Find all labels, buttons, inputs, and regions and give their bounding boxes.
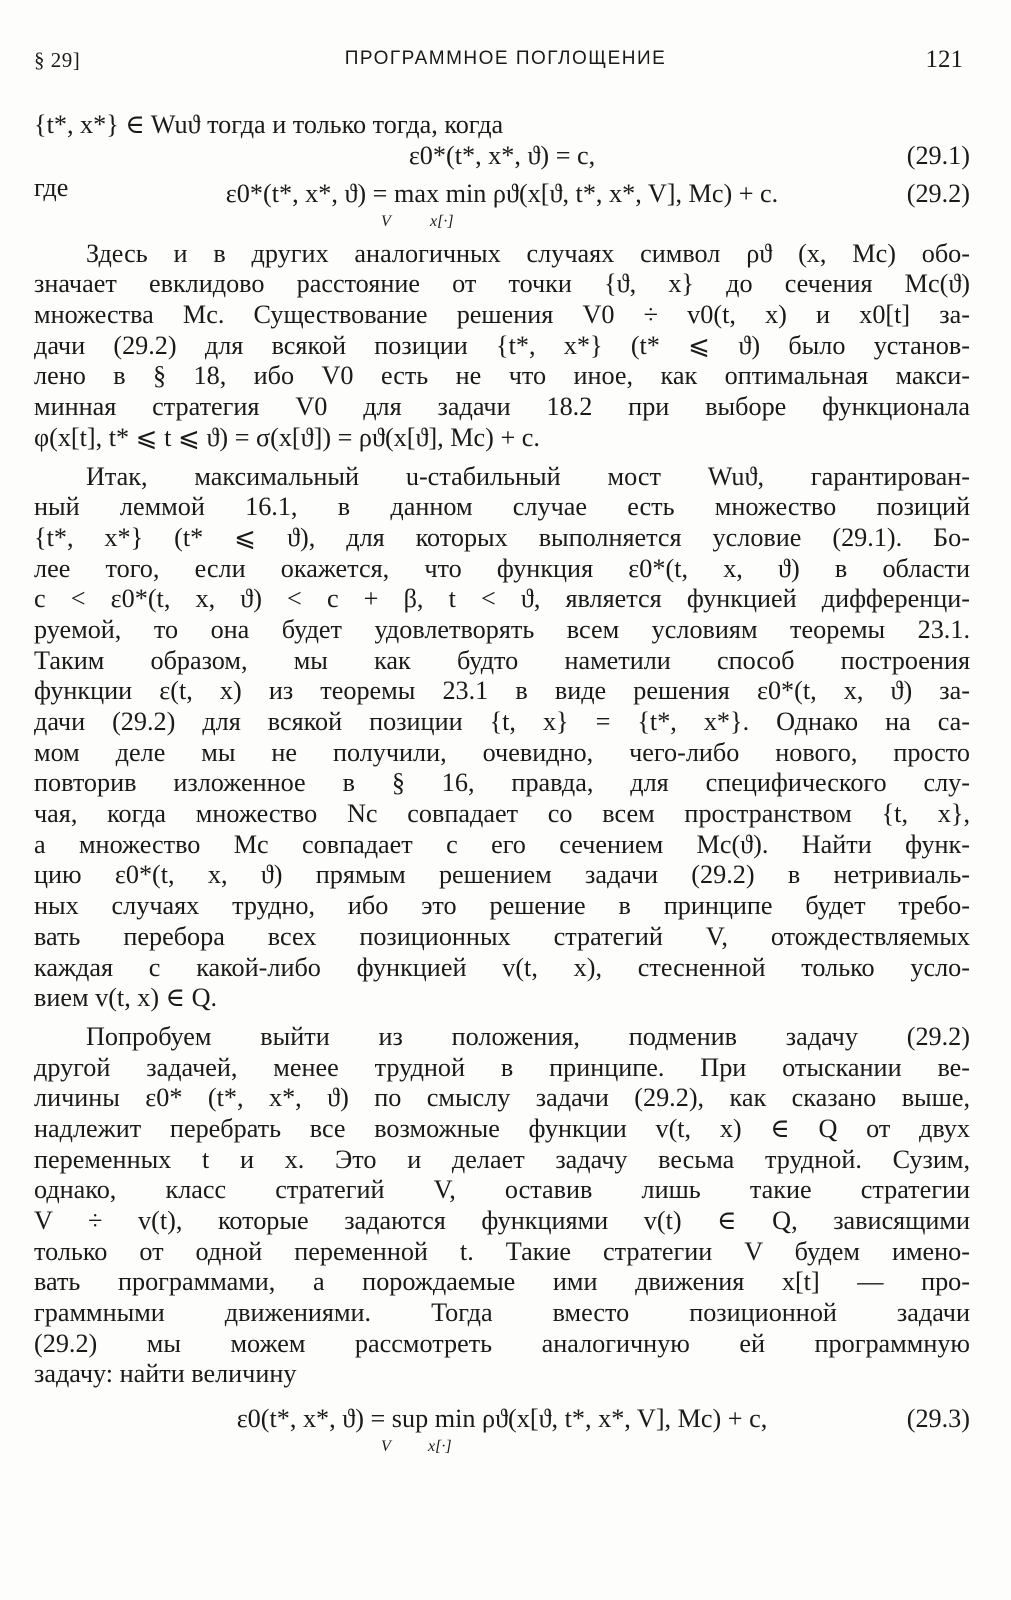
text-line: {t*, x*} ∈ Wuϑ тогда и только тогда, когда — [34, 110, 504, 139]
limit-min: x[·] — [430, 212, 454, 230]
text-line: ный леммой 16.1, в данном случае есть множество позиций — [34, 492, 970, 522]
text-line: дачи (29.2) для всякой позиции {t, x} = {t*, x*}. Однако на са- — [34, 707, 970, 736]
paragraph-3 — [34, 1022, 970, 1390]
text-line: другой задачей, менее трудной в принципе. При отыскании ве- — [34, 1052, 970, 1082]
equation-29-1 — [34, 141, 970, 179]
text-line: переменных t и x. Это и делает задачу весьма трудной. Сузим, — [34, 1144, 970, 1174]
limit-min: x[·] — [428, 1438, 452, 1456]
text-line: значает евклидово расстояние от точки {ϑ, x} до сечения Mc(ϑ) — [34, 269, 970, 299]
text-line: каждая с какой-либо функцией v(t, x), стесненной только усло- — [34, 952, 970, 982]
text-line: личины ε0* (t*, x*, ϑ) по смыслу задачи (29.2), как сказано выше, — [34, 1083, 970, 1113]
text-line: c < ε0*(t, x, ϑ) < c + β, t < ϑ, является функцией дифференци- — [34, 584, 970, 614]
text-line: мом деле мы не получили, очевидно, чего-либо нового, просто — [34, 737, 970, 767]
text-line: φ(x[t], t* ⩽ t ⩽ ϑ) = σ(x[ϑ]) = ρϑ(x[ϑ], Mc) + c. — [34, 422, 540, 452]
text-line: минная стратегия V0 для задачи 18.2 при выборе функционала — [34, 392, 970, 422]
equation-formula: ε0*(t*, x*, ϑ) = c, — [408, 140, 596, 170]
text-line: вать перебора всех позиционных стратегий V, отождествляемых — [34, 921, 970, 951]
text-line: (29.2) мы можем рассмотреть аналогичную ей программную — [34, 1328, 970, 1358]
text-line: лено в § 18, ибо V0 есть не что иное, как оптимальная макси- — [34, 361, 970, 391]
where-word: где — [34, 172, 69, 202]
text-line: повторив изложенное в § 16, правда, для специфического слу- — [34, 768, 970, 798]
text-line: однако, класс стратегий V, оставив лишь такие стратегии — [34, 1175, 970, 1205]
equation-number: (29.2) — [906, 178, 970, 208]
text-line: Здесь и в других аналогичных случаях символ ρϑ (x, Mc) обо- — [86, 238, 970, 268]
equation-number: (29.1) — [906, 140, 970, 170]
text-line: V ÷ v(t), которые задаются функциями v(t) ∈ Q, зависящими — [34, 1206, 970, 1235]
text-line: Итак, максимальный u-стабильный мост Wuϑ, гарантирован- — [86, 461, 970, 491]
text-line: граммными движениями. Тогда вместо позиционной задачи — [34, 1298, 970, 1328]
paragraph-1 — [34, 239, 970, 454]
text-line: а множество Mc совпадает с его сечением Mc(ϑ). Найти функ- — [34, 829, 970, 859]
text-line: вием v(t, x) ∈ Q. — [34, 983, 218, 1013]
text-line: цию ε0*(t, x, ϑ) прямым решением задачи (29.2) в нетривиаль- — [34, 860, 970, 890]
page-body — [34, 110, 970, 1456]
text-line: Попробуем выйти из положения, подменив задачу (29.2) — [86, 1021, 970, 1051]
text-line: вать программами, а порождаемые ими движения x[t] — про- — [34, 1267, 970, 1297]
running-title: ПРОГРАММНОЕ ПОГЛОЩЕНИЕ — [344, 48, 667, 69]
page-number: 121 — [925, 46, 963, 73]
equation-formula: ε0*(t*, x*, ϑ) = max min ρϑ(x[ϑ, t*, x*, V], Mc) + c. — [225, 178, 779, 208]
text-line: руемой, то она будет удовлетворять всем условиям теоремы 23.1. — [34, 614, 970, 644]
text-line: Таким образом, мы как будто наметили способ построения — [34, 645, 970, 675]
text-line: задачу: найти величину — [34, 1359, 297, 1389]
text-line: {t*, x*} (t* ⩽ ϑ), для которых выполняется условие (29.1). Бо- — [34, 522, 970, 552]
text-line: функции ε(t, x) из теоремы 23.1 в виде решения ε0*(t, x, ϑ) за- — [34, 676, 970, 706]
section-ref: § 29] — [34, 48, 81, 72]
text-line: только от одной переменной t. Такие стратегии V будем имено- — [34, 1236, 970, 1266]
text-line: чая, когда множество Nc совпадает со всем пространством {t, x}, — [34, 799, 970, 829]
text-line: множества Mc. Существование решения V0 ÷ v0(t, x) и x0[t] за- — [34, 300, 970, 330]
text-line: дачи (29.2) для всякой позиции {t*, x*} (t* ⩽ ϑ) было установ- — [34, 330, 970, 360]
limit-max: V — [381, 212, 391, 230]
equation-formula: ε0(t*, x*, ϑ) = sup min ρϑ(x[ϑ, t*, x*, V], Mc) + c, — [236, 1404, 768, 1434]
limit-sup: V — [381, 1438, 391, 1456]
text-line: лее того, если окажется, что функция ε0*(t, x, ϑ) в области — [34, 553, 970, 583]
paragraph-2 — [34, 462, 970, 1014]
text-line: надлежит перебрать все возможные функции v(t, x) ∈ Q от двух — [34, 1113, 970, 1143]
running-header — [0, 48, 1011, 80]
equation-29-2 — [34, 172, 970, 231]
text-line: ных случаях трудно, ибо это решение в принципе будет требо- — [34, 891, 970, 921]
equation-number: (29.3) — [906, 1404, 970, 1434]
equation-29-3 — [34, 1404, 970, 1456]
